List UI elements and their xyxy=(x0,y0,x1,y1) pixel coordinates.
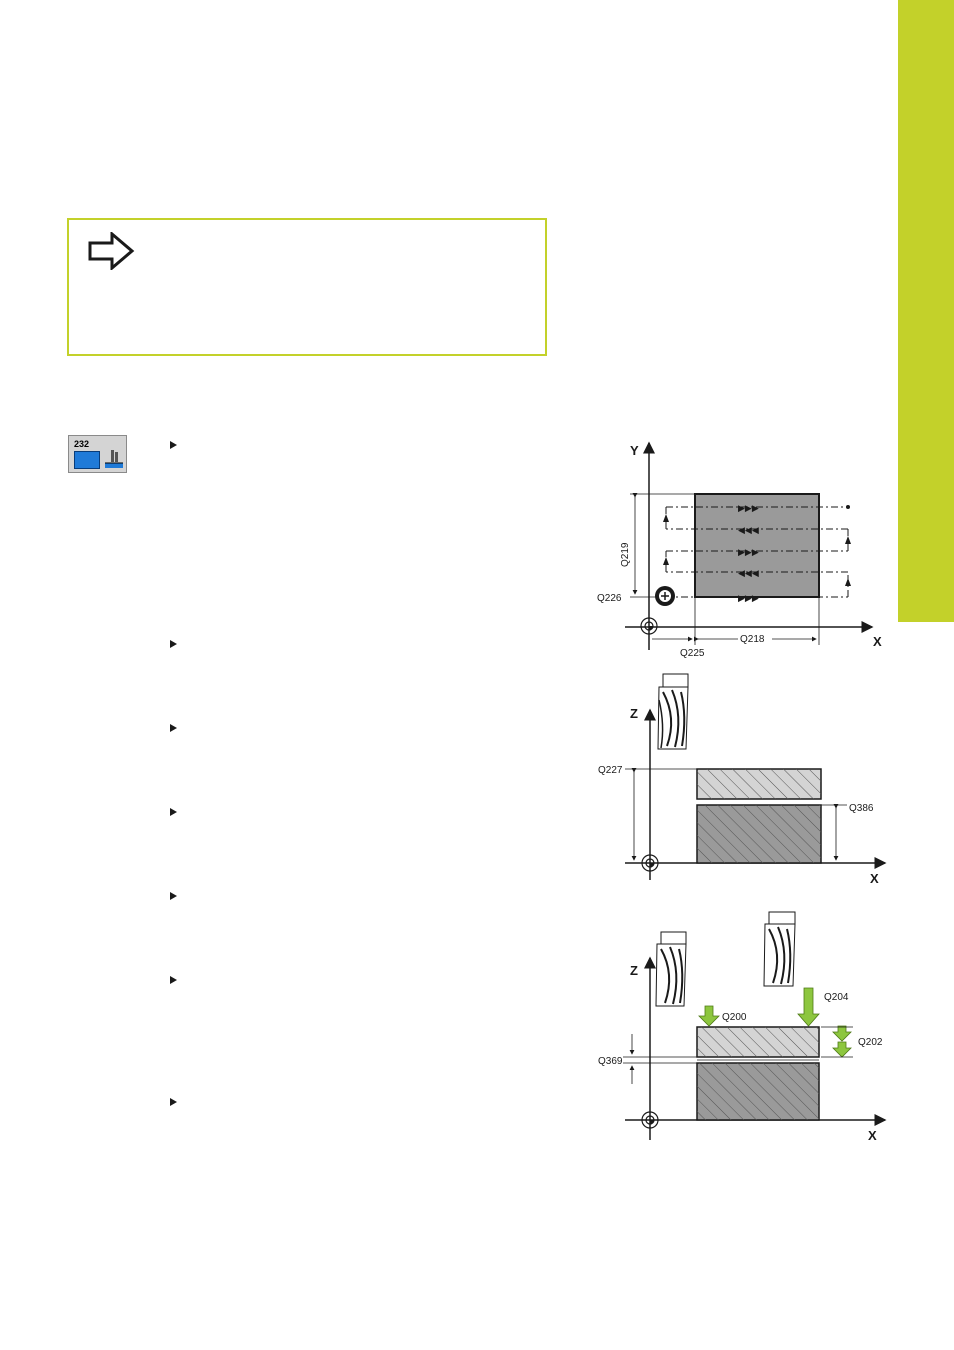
face-milling-icon xyxy=(103,448,125,470)
end-mill-icon xyxy=(656,932,686,1006)
q218-label: Q218 xyxy=(740,634,765,645)
triangle-bullet-icon xyxy=(170,1098,177,1106)
triangle-bullet-icon xyxy=(170,640,177,648)
end-mill-icon xyxy=(658,674,688,749)
chapter-side-tab xyxy=(898,0,954,622)
path-arrows-right: ▶▶▶ xyxy=(738,547,759,557)
arrow-right-outline-icon xyxy=(87,232,135,270)
path-arrows-right: ▶▶▶ xyxy=(738,593,759,603)
path-arrows-right: ▶▶▶ xyxy=(738,503,759,513)
axis-x-label: X xyxy=(868,1128,877,1143)
note-box xyxy=(67,218,547,356)
triangle-bullet-icon xyxy=(170,976,177,984)
axis-x-label: X xyxy=(870,871,879,886)
depth-figure xyxy=(595,670,895,890)
path-arrows-left: ◀◀◀ xyxy=(738,568,759,578)
q200-label: Q200 xyxy=(722,1012,747,1023)
triangle-bullet-icon xyxy=(170,441,177,449)
q202-green-arrows xyxy=(833,1026,851,1057)
triangle-bullet-icon xyxy=(170,724,177,732)
q227-label: Q227 xyxy=(598,765,623,776)
cycle-232-softkey[interactable] xyxy=(68,435,127,473)
axis-x-label: X xyxy=(873,634,882,649)
q225-label: Q225 xyxy=(680,648,705,659)
cycle-number: 232 xyxy=(74,439,90,449)
end-mill-icon xyxy=(764,912,795,986)
q200-green-arrow xyxy=(699,1006,719,1026)
axis-z-label: Z xyxy=(630,963,638,978)
triangle-bullet-icon xyxy=(170,808,177,816)
axis-y-label: Y xyxy=(630,443,639,458)
q204-label: Q204 xyxy=(824,992,849,1003)
q219-label: Q219 xyxy=(620,542,631,567)
blue-rect-icon xyxy=(74,451,100,469)
infeed-figure xyxy=(595,908,895,1148)
milling-cutter-icon xyxy=(655,586,675,606)
xy-plane-figure xyxy=(590,435,890,663)
q226-label: Q226 xyxy=(597,593,622,604)
axis-z-label: Z xyxy=(630,706,638,721)
q202-label: Q202 xyxy=(858,1037,883,1048)
path-arrows-left: ◀◀◀ xyxy=(738,525,759,535)
triangle-bullet-icon xyxy=(170,892,177,900)
q386-label: Q386 xyxy=(849,803,874,814)
q204-green-arrow xyxy=(798,988,819,1026)
q369-label: Q369 xyxy=(598,1056,623,1067)
